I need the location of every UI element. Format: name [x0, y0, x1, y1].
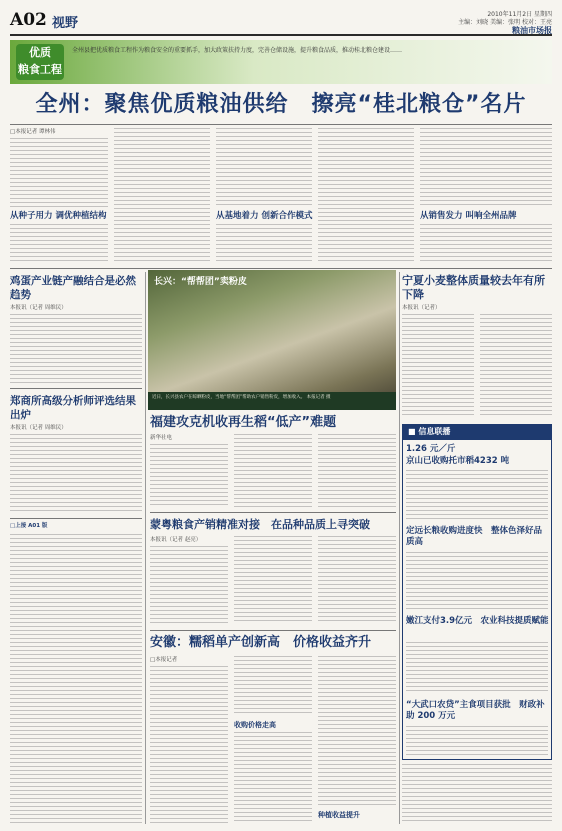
left-headline-2: 郑商所高级分析师评选结果出炉 [10, 395, 136, 421]
mid-rule-1 [150, 512, 396, 513]
right-headline-ningxia: 宁夏小麦整体质量较去年有所下降 [402, 274, 545, 301]
news-photo [148, 270, 396, 410]
info-item-1: 1.26 元／斤 [406, 444, 456, 454]
banner-badge [16, 44, 64, 80]
anhui-body-col3a [318, 656, 396, 806]
lead-body-col5a [420, 128, 552, 208]
guangdong-body-col3 [318, 536, 396, 624]
info-body-1 [406, 470, 548, 520]
anhui-body-col1 [150, 666, 228, 824]
anhui-subhead-2: 种植收益提升 [318, 811, 360, 819]
main-headline: 全州：聚焦优质粮油供给 擦亮“桂北粮仓”名片 [35, 92, 527, 117]
lead-body-col1b [10, 224, 108, 264]
lead-byline: □本报记者 谭林伟 [10, 129, 56, 135]
lead-subhead-2: 从基地着力 创新合作模式 [216, 211, 313, 221]
mid-rule-2 [150, 630, 396, 631]
mid-headline-guangdong: 蒙粤粮食产销精准对接 在品种品质上寻突破 [150, 518, 370, 531]
fujian-body-col1 [150, 444, 228, 508]
ningxia-body-col2 [480, 314, 552, 418]
lead-body-col5b [420, 224, 552, 264]
info-item-4: 嫩江支付3.9亿元 农业科技提质赋能 [406, 616, 549, 626]
left-headline-1: 鸡蛋产业链产融结合是必然趋势 [10, 275, 136, 301]
right-column-divider [399, 272, 400, 824]
left-body-2 [10, 434, 142, 514]
anhui-body-col2a [234, 656, 312, 716]
left-column-divider [145, 272, 146, 824]
left-rule-2 [10, 518, 142, 519]
headline-rule [10, 124, 552, 125]
left-body-1 [10, 314, 142, 384]
fujian-body-col3 [318, 434, 396, 508]
page-number: A02 [10, 10, 47, 30]
masthead-editors: 主编：刘晓 美编：张明 校对：王亮 [458, 19, 552, 26]
badge-line-2: 粮食工程 [18, 63, 62, 76]
photo-caption: 近日，长兴县农户在晾晒粉皮，当地“帮帮团”帮助农户销售粉皮，增加收入。 本报记者 摄 [148, 392, 396, 410]
anhui-subhead-1: 收购价格走高 [234, 721, 276, 729]
info-icon: ■ [408, 427, 419, 436]
section-title: 视野 [52, 16, 79, 31]
info-body-2 [406, 552, 548, 610]
info-item-3: 定远长粮收购进度快 整体色泽好品质高 [406, 526, 543, 547]
masthead [10, 8, 552, 36]
continued-label: □上接 A01 版 [10, 523, 48, 529]
masthead-date: 2010年11月2日 星期四 [487, 11, 552, 18]
newspaper-logo: 粮油市场报 [512, 26, 552, 35]
mid-headline-anhui: 安徽：糯稻单产创新高 价格收益齐升 [150, 635, 372, 650]
info-box-header [402, 424, 552, 440]
fujian-body-col2 [234, 434, 312, 508]
lead-subhead-1: 从种子用力 调优种植结构 [10, 211, 107, 221]
fujian-byline: 新华社电 [150, 435, 173, 441]
left-byline-2: 本报讯（记者 周维民） [10, 425, 67, 431]
lead-body-col3b [216, 224, 312, 264]
feature-banner [10, 40, 552, 84]
anhui-body-col2b [234, 732, 312, 824]
right-body-bottom [402, 764, 552, 824]
banner-intro: 全州县把优质粮食工程作为粮食安全的重要抓手，加大政策扶持力度，完善仓储设施，提升粮食品质，推动桂北粮仓建设…… [72, 47, 403, 54]
guangdong-body-col1 [150, 546, 228, 624]
lead-subhead-3: 从销售发力 叫响全州品牌 [420, 211, 517, 221]
left-body-3 [10, 534, 142, 824]
lead-body-col4 [318, 128, 414, 264]
masthead-meta [458, 11, 552, 35]
photo-tag: 长兴：“帮帮团”卖粉皮 [154, 277, 247, 287]
section-rule-1 [10, 268, 552, 269]
lead-body-col1a [10, 138, 108, 208]
info-body-4 [406, 726, 548, 756]
info-item-5: “大武口农贷”主食项目获批 财政补助 200 万元 [406, 700, 545, 721]
badge-line-1: 优质 [29, 46, 51, 59]
left-byline-1: 本报讯（记者 周维民） [10, 305, 67, 311]
info-item-2: 京山已收购托市稻4232 吨 [406, 456, 510, 466]
guangdong-body-col2 [234, 536, 312, 624]
lead-body-col2 [114, 128, 210, 264]
lead-body-col3a [216, 128, 312, 208]
guangdong-byline: 本报讯（记者 赵亮） [150, 537, 202, 543]
ningxia-body-col1 [402, 314, 474, 418]
info-box-title: 信息联播 [418, 427, 451, 436]
info-body-3 [406, 642, 548, 694]
mid-headline-fujian: 福建攻克机收再生稻“低产”难题 [150, 415, 337, 430]
anhui-byline: □本报记者 [150, 657, 178, 663]
left-rule-1 [10, 388, 142, 389]
ningxia-byline: 本报讯（记者） [402, 305, 441, 311]
